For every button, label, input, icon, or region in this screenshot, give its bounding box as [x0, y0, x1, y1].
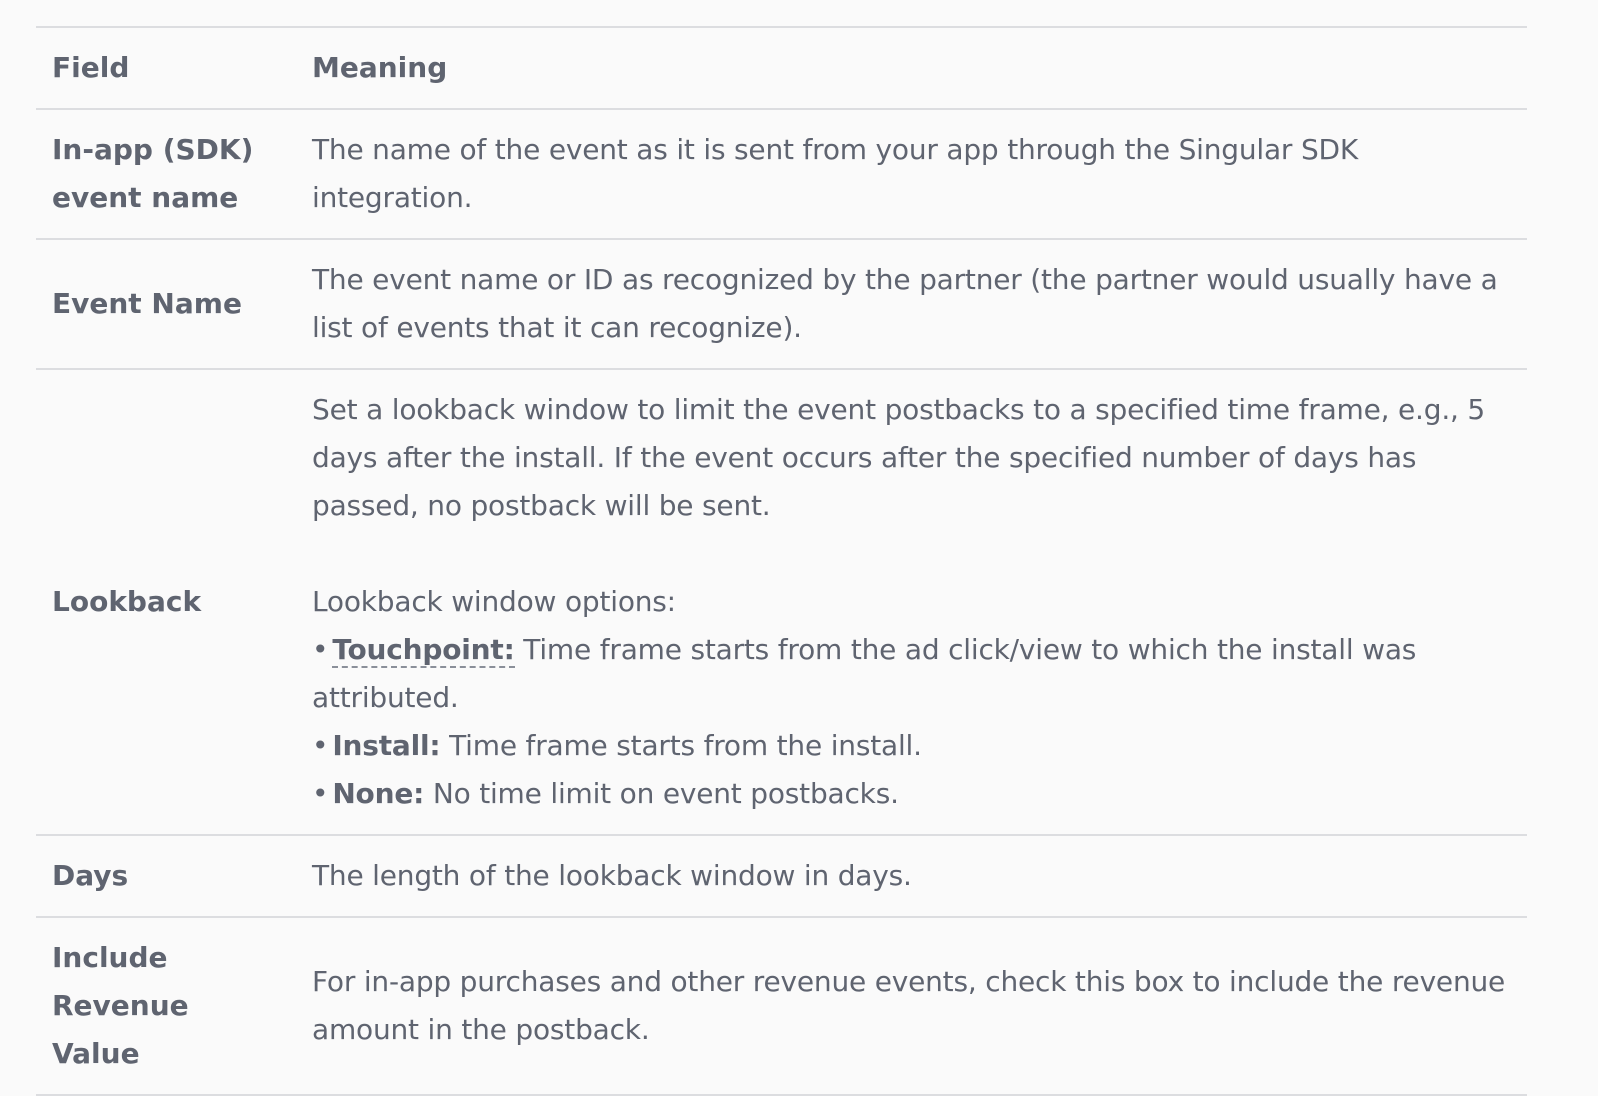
fields-table: [36, 26, 1527, 1096]
table-row: [36, 835, 1527, 917]
option-description: No time limit on event postbacks.: [424, 777, 899, 810]
row-field-days: Days: [52, 859, 129, 892]
row-field-lookback: Lookback: [52, 585, 202, 618]
row-meaning-days: The length of the lookback window in days.: [312, 859, 912, 892]
table-header-row: [36, 27, 1527, 109]
option-term: Install:: [332, 729, 441, 762]
option-description: Time frame starts from the install.: [440, 729, 922, 762]
option-description: Time frame starts from the ad click/view to which the install was attributed.: [312, 633, 1417, 714]
bullet-glyph: •: [312, 777, 329, 810]
paragraph-spacer: [312, 530, 1511, 578]
row-meaning-event-name: The event name or ID as recognized by the partner (the partner would usually have a list of events that it can recognize).: [312, 263, 1498, 344]
lookback-option-none: [312, 770, 1511, 818]
column-header-field: Field: [52, 51, 130, 84]
bullet-glyph: •: [312, 633, 329, 666]
bullet-glyph: •: [312, 729, 329, 762]
row-meaning-lookback: [296, 369, 1527, 835]
lookback-option-touchpoint: [312, 626, 1511, 722]
touchpoint-term-tooltip[interactable]: Touchpoint:: [332, 633, 515, 666]
column-header-meaning: Meaning: [312, 51, 448, 84]
table-row: [36, 239, 1527, 369]
table-row: [36, 917, 1527, 1095]
option-term: None:: [332, 777, 425, 810]
row-field-sdk-event-name: In-app (SDK) event name: [52, 133, 254, 214]
table-row: [36, 369, 1527, 835]
lookback-option-install: [312, 722, 1511, 770]
row-meaning-sdk-event-name: The name of the event as it is sent from your app through the Singular SDK integration.: [312, 133, 1359, 214]
lookback-options-heading: Lookback window options:: [312, 585, 676, 618]
table-row: [36, 109, 1527, 239]
row-field-include-revenue: Include Revenue Value: [52, 941, 189, 1070]
row-meaning-include-revenue: For in-app purchases and other revenue events, check this box to include the revenue amount in the postback.: [312, 965, 1506, 1046]
row-field-event-name: Event Name: [52, 287, 242, 320]
lookback-description: Set a lookback window to limit the event postbacks to a specified time frame, e.g., 5 days after the install. If the event occurs after the specified number of days has passed, no postback will be sent.: [312, 393, 1486, 522]
fields-table-container: [36, 26, 1527, 1096]
